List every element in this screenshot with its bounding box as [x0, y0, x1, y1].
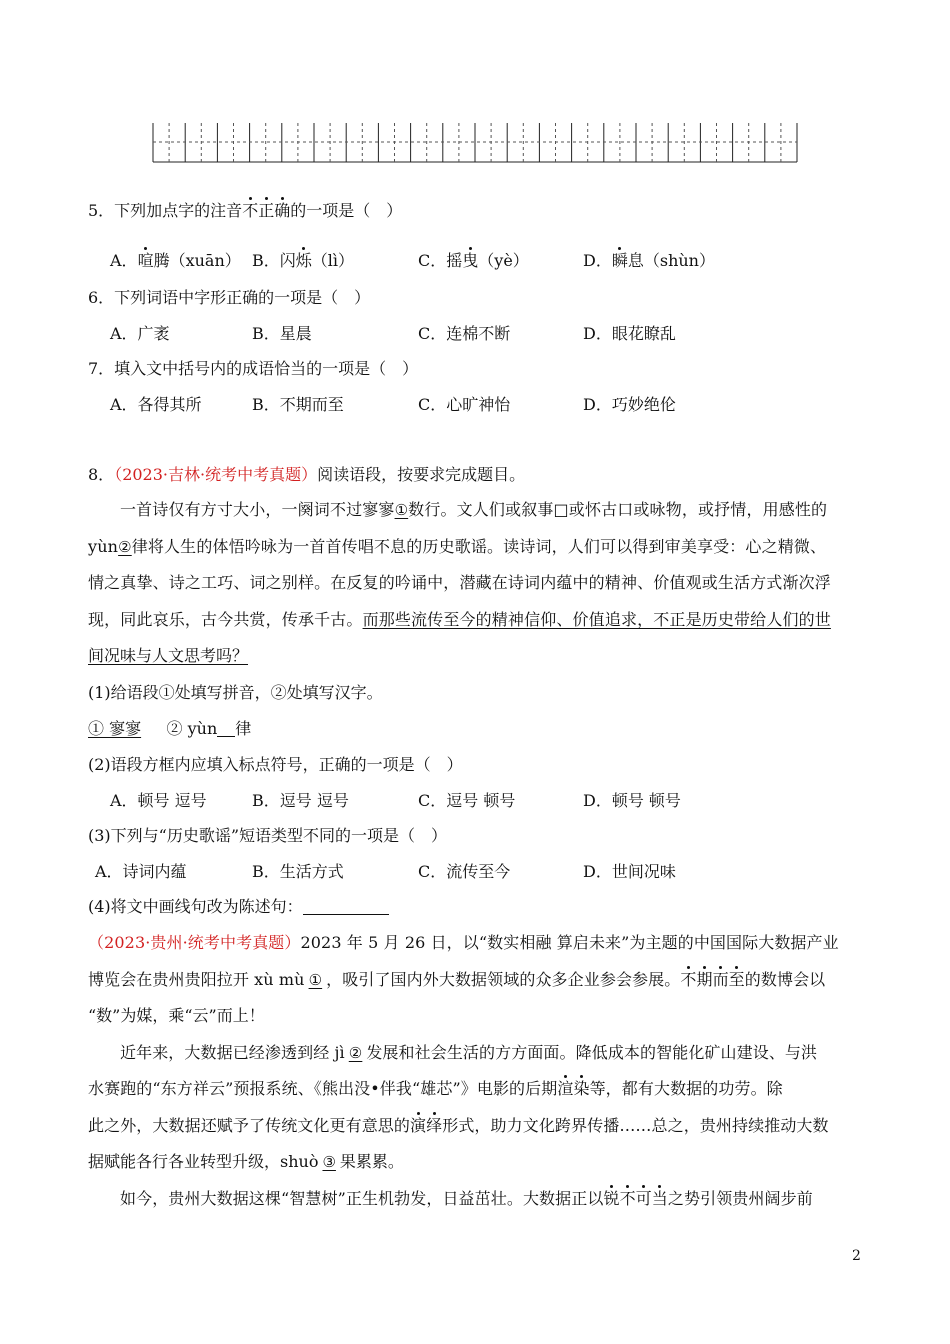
q8-sub3-option-b[interactable]: B．生活方式: [252, 862, 344, 881]
q9-source: （2023·贵州·统考中考真题）: [88, 933, 301, 952]
q7-option-c[interactable]: C．心旷神怡: [418, 395, 511, 414]
q5-option-b[interactable]: B．闪烁（lì）: [252, 251, 355, 270]
q8-sub1: (1)给语段①处填写拼音，②处填写汉字。: [88, 683, 383, 702]
q6-option-d[interactable]: D．眼花瞭乱: [583, 324, 676, 343]
q9-passage-line: 水赛跑的“东方祥云”预报系统、《熊出没•伴我“雄芯”》电影的后期渲染等，都有大数据的功劳。除: [88, 1079, 783, 1098]
q8-sub3-option-d[interactable]: D．世间况味: [583, 862, 676, 881]
q8-sub1-answer: ① 寥寥 ② yùn 律: [88, 719, 252, 738]
q8-header: 8．（2023·吉林·统考中考真题）阅读语段，按要求完成题目。: [88, 465, 526, 484]
q8-source: （2023·吉林·统考中考真题）: [114, 465, 318, 484]
q8-sub2-option-a[interactable]: A．顿号 逗号: [110, 791, 207, 810]
q7-option-d[interactable]: D．巧妙绝伦: [583, 395, 676, 414]
q8-sub3: (3)下列与“历史歌谣”短语类型不同的一项是（ ）: [88, 826, 448, 845]
q8-sub3-option-a[interactable]: A．诗词内蕴: [95, 862, 187, 881]
q5-dot-char: 确: [274, 201, 291, 220]
q9-passage-line: “数”为媒，乘“云”而上！: [88, 1006, 265, 1025]
q5-option-d[interactable]: D．瞬息（shùn）: [583, 251, 715, 270]
q8-passage-line: 现，同此哀乐，古今共赏，传承千古。而那些流传至今的精神信仰、价值追求，不正是历史带给人们的世: [88, 610, 831, 629]
q7-stem: 7．填入文中括号内的成语恰当的一项是（ ）: [88, 359, 419, 378]
q9-passage-line: （2023·贵州·统考中考真题）2023 年 5 月 26 日，以“数实相融 算启未来”为主题的中国国际大数据产业: [88, 933, 839, 952]
q7-option-a[interactable]: A．各得其所: [110, 395, 202, 414]
q8-sub2-option-d[interactable]: D．顿号 顿号: [583, 791, 681, 810]
q6-option-b[interactable]: B．星晨: [252, 324, 312, 343]
q9-passage-line: 博览会在贵州贵阳拉开 xù mù ① ，吸引了国内外大数据领域的众多企业参会参展。不期而至的数博会以: [88, 970, 826, 989]
answer-blank[interactable]: [303, 896, 389, 915]
q9-passage-line: 近年来，大数据已经渗透到经 jì ② 发展和社会生活的方方面面。降低成本的智能化矿山建设、与洪: [120, 1043, 818, 1062]
q8-sub2-option-c[interactable]: C．逗号 顿号: [418, 791, 516, 810]
underlined-sentence: 间况味与人文思考吗？: [88, 646, 249, 665]
q8-passage-line: 一首诗仅有方寸大小，一阕词不过寥寥①数行。文人们或叙事□或怀古口或咏物，或抒情，用感性的: [120, 500, 828, 519]
q8-passage-line: yùn②律将人生的体悟吟咏为一首首传唱不息的历史歌谣。读诗词，人们可以得到审美享受：心之精微、: [88, 537, 827, 556]
q5-option-c[interactable]: C．摇曳（yè）: [418, 251, 529, 270]
q9-passage-line: 如今，贵州大数据这棵“智慧树”正生机勃发，日益茁壮。大数据正以锐不可当之势引领贵州阔步前: [120, 1189, 813, 1208]
q9-passage-line: 此之外，大数据还赋予了传统文化更有意思的演绎形式，助力文化跨界传播……总之，贵州持续推动大数: [88, 1116, 829, 1135]
answer-blank[interactable]: [217, 718, 235, 737]
q8-passage-line: [88, 645, 248, 667]
underlined-sentence: 而那些流传至今的精神信仰、价值追求，不正是历史带给人们的世: [362, 610, 831, 629]
q8-passage-line: 情之真挚、诗之工巧、词之别样。在反复的吟诵中，潜藏在诗词内蕴中的精神、价值观或生活方式渐次浮: [88, 573, 831, 592]
q5-option-a[interactable]: A．喧腾（xuān）: [110, 251, 241, 270]
q7-option-b[interactable]: B．不期而至: [252, 395, 344, 414]
q9-passage-line: 据赋能各行各业转型升级，shuò ③ 果累累。: [88, 1152, 404, 1171]
q8-sub2-option-b[interactable]: B．逗号 逗号: [252, 791, 349, 810]
page-number: 2: [852, 1248, 861, 1264]
q6-stem: 6．下列词语中字形正确的一项是（ ）: [88, 288, 371, 307]
q8-sub4: (4)将文中画线句改为陈述句：: [88, 896, 389, 918]
writing-grid: [152, 122, 798, 164]
q8-sub2: (2)语段方框内应填入标点符号，正确的一项是（ ）: [88, 755, 463, 774]
q6-option-c[interactable]: C．连棉不断: [418, 324, 511, 343]
q6-option-a[interactable]: A．广袤: [110, 324, 170, 343]
q5-dot-char: 正: [258, 201, 275, 220]
q8-sub3-option-c[interactable]: C．流传至今: [418, 862, 511, 881]
q5-dot-char: 不: [242, 201, 259, 220]
q5-stem: 5．下列加点字的注音不正确的一项是（ ）: [88, 201, 403, 220]
